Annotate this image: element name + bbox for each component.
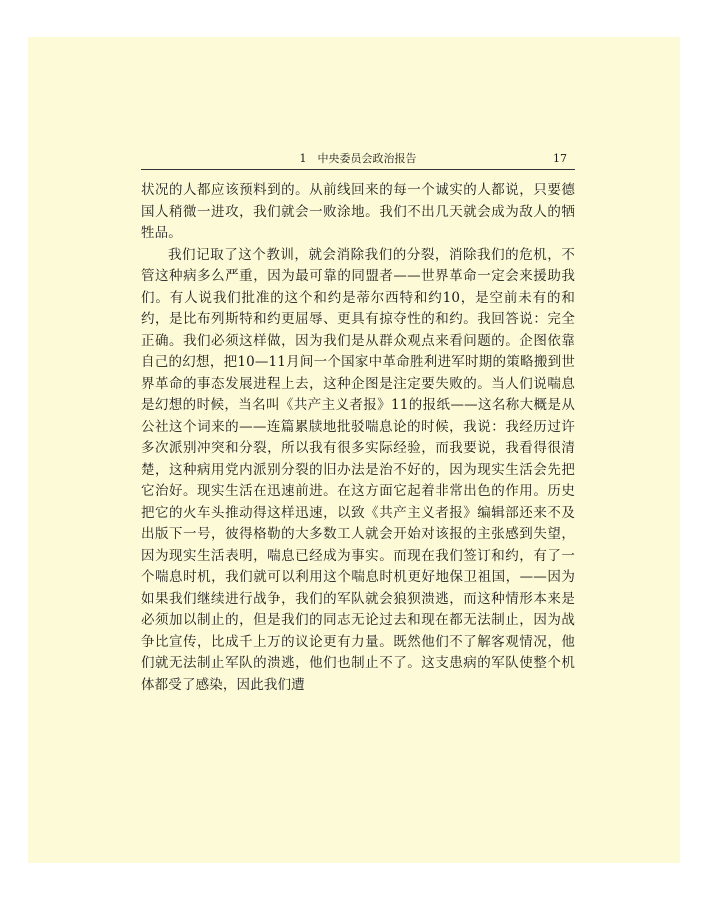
running-header: [141, 150, 575, 168]
paragraph: 我们记取了这个教训，就会消除我们的分裂，消除我们的危机，不管这种病多么严重，因为最可靠的同盟者——世界革命一定会来援助我们。有人说我们批准的这个和约是蒂尔西特和约10，是空前未有的和约，是比布列斯特和约更屈辱、更具有掠夺性的和约。我回答说：完全正确。我们必须这样做，因为我们是从群众观点来看问题的。企图依靠自己的幻想，把10—11月间一个国家中革命胜利进军时期的策略搬到世界革命的事态发展进程上去，这种企图是注定要失败的。当人们说喘息是幻想的时候，当名叫《共产主义者报》11的报纸——这名称大概是从公社这个词来的——连篇累牍地批驳喘息论的时候，我说：我经历过许多次派别冲突和分裂，所以我有很多实际经验，而我要说，我看得很清楚，这种病用党内派别分裂的旧办法是治不好的，因为现实生活会先把它治好。现实生活在迅速前进。在这方面它起着非常出色的作用。历史把它的火车头推动得这样迅速，以致《共产主义者报》编辑部还来不及出版下一号，彼得格勒的大多数工人就会开始对该报的主张感到失望，因为现实生活表明，喘息已经成为事实。而现在我们签订和约，有了一个喘息时机，我们就可以利用这个喘息时机更好地保卫祖国，——因为如果我们继续进行战争，我们的军队就会狼狈溃逃，而这种情形本来是必须加以制止的，但是我们的同志无论过去和现在都无法制止，因为战争比宣传，比成千上万的议论更有力量。既然他们不了解客观情况，他们就无法制止军队的溃逃，他们也制止不了。这支患病的军队使整个机体都受了感染，因此我们遭: [141, 246, 575, 693]
chapter-title: 1 中央委员会政治报告: [299, 152, 417, 165]
page-number: 17: [553, 152, 567, 165]
body-text: [141, 180, 575, 696]
paragraph-continued: 状况的人都应该预料到的。从前线回来的每一个诚实的人都说，只要德国人稍微一进攻，我们就会一败涂地。我们不出几天就会成为敌人的牺牲品。: [141, 182, 575, 241]
header-rule: [141, 169, 575, 170]
